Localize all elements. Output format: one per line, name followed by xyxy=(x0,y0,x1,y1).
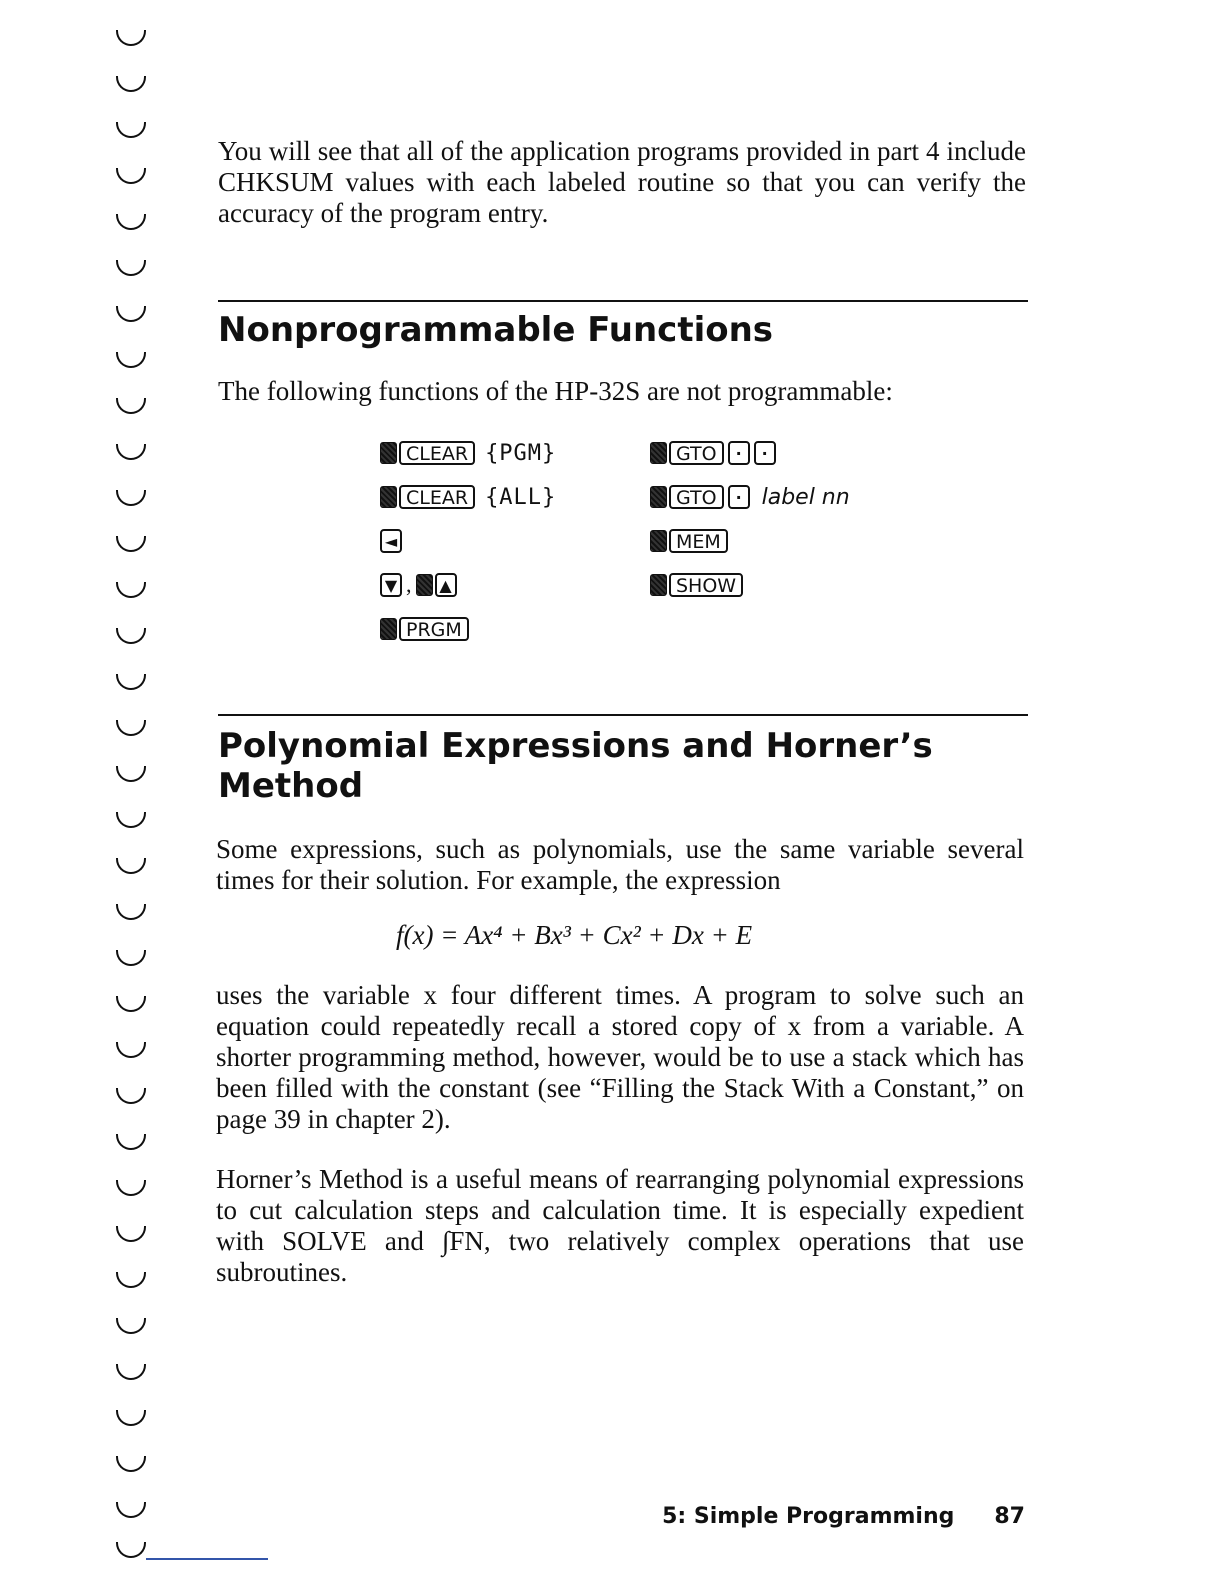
key-sequence-clear-all xyxy=(380,480,556,514)
down-arrow-key-icon: ▼ xyxy=(380,573,402,597)
intro-paragraph: You will see that all of the application programs provided in part 4 include CHKSUM values with each labeled routine so that you can verify the accuracy of the program entry. xyxy=(218,136,1026,228)
binding-ring-icon xyxy=(116,1318,146,1334)
dot-key-icon: · xyxy=(728,441,750,465)
backspace-key-icon: ◄ xyxy=(380,529,402,553)
key-sequence-backspace xyxy=(380,524,406,558)
binding-ring-icon xyxy=(116,812,146,828)
gto-key: GTO xyxy=(669,485,724,509)
footer-chapter: 5: Simple Programming xyxy=(662,1504,955,1529)
binding-ring-icon xyxy=(116,1502,146,1518)
shift-key-icon xyxy=(650,486,667,508)
polynomial-paragraph-2: uses the variable x four different times. A program to solve such an equation could repeatedly recall a stored copy of x from a variable. A shorter programming method, however, would be to use a stack which has been filled with the constant (see “Filling the Stack With a Constant,” on page 39 in chapter 2). xyxy=(216,980,1024,1134)
gto-key: GTO xyxy=(669,441,724,465)
binding-ring-icon xyxy=(116,76,146,92)
binding-ring-icon xyxy=(116,1180,146,1196)
scan-edge-line xyxy=(146,1558,268,1560)
section-divider xyxy=(218,714,1028,716)
binding-ring-icon xyxy=(116,628,146,644)
shift-key-icon xyxy=(650,574,667,596)
binding-ring-icon xyxy=(116,1456,146,1472)
polynomial-heading-line2: Method xyxy=(218,766,364,806)
clear-key: CLEAR xyxy=(399,441,475,465)
binding-ring-icon xyxy=(116,168,146,184)
all-menu-label: {ALL} xyxy=(485,484,557,510)
mem-key: MEM xyxy=(669,529,728,553)
binding-ring-icon xyxy=(116,352,146,368)
dot-key-icon: · xyxy=(728,485,750,509)
dot-key-icon: · xyxy=(754,441,776,465)
binding-ring-icon xyxy=(116,1134,146,1150)
shift-key-icon xyxy=(650,530,667,552)
label-nn-text: label nn xyxy=(761,484,850,510)
binding-ring-icon xyxy=(116,306,146,322)
binding-ring-icon xyxy=(116,674,146,690)
binding-ring-icon xyxy=(116,582,146,598)
key-sequence-prgm xyxy=(380,612,473,646)
binding-ring-icon xyxy=(116,1542,146,1558)
binding-ring-icon xyxy=(116,1088,146,1104)
binding-ring-icon xyxy=(116,858,146,874)
key-sequence-gto-dot-dot xyxy=(650,436,780,470)
up-arrow-key-icon: ▲ xyxy=(435,573,457,597)
spiral-binding xyxy=(104,18,154,1568)
binding-ring-icon xyxy=(116,950,146,966)
binding-ring-icon xyxy=(116,720,146,736)
binding-ring-icon xyxy=(116,1042,146,1058)
binding-ring-icon xyxy=(116,904,146,920)
polynomial-equation: f(x) = Ax⁴ + Bx³ + Cx² + Dx + E xyxy=(396,920,753,950)
key-sequence-arrows xyxy=(380,568,461,602)
binding-ring-icon xyxy=(116,1272,146,1288)
show-key: SHOW xyxy=(669,573,743,597)
prgm-key: PRGM xyxy=(399,617,469,641)
binding-ring-icon xyxy=(116,766,146,782)
clear-key: CLEAR xyxy=(399,485,475,509)
binding-ring-icon xyxy=(116,1410,146,1426)
binding-ring-icon xyxy=(116,1364,146,1380)
binding-ring-icon xyxy=(116,1226,146,1242)
binding-ring-icon xyxy=(116,398,146,414)
page-number: 87 xyxy=(994,1504,1025,1529)
shift-key-icon xyxy=(380,442,397,464)
binding-ring-icon xyxy=(116,536,146,552)
page-footer xyxy=(600,1504,1025,1529)
key-sequence-clear-pgm xyxy=(380,436,556,470)
nonprogrammable-lead: The following functions of the HP-32S are not programmable: xyxy=(218,376,893,406)
binding-ring-icon xyxy=(116,30,146,46)
binding-ring-icon xyxy=(116,122,146,138)
shift-key-icon xyxy=(380,618,397,640)
binding-ring-icon xyxy=(116,214,146,230)
pgm-menu-label: {PGM} xyxy=(485,440,557,466)
shift-key-icon xyxy=(416,574,433,596)
section-divider xyxy=(218,300,1028,302)
nonprogrammable-heading: Nonprogrammable Functions xyxy=(218,310,774,350)
horner-paragraph: Horner’s Method is a useful means of rearranging polynomial expressions to cut calculation steps and calculation time. It is especially expedient with SOLVE and ∫FN, two relatively complex operations that use subroutines. xyxy=(216,1164,1024,1287)
binding-ring-icon xyxy=(116,996,146,1012)
key-sequence-show xyxy=(650,568,747,602)
shift-key-icon xyxy=(650,442,667,464)
polynomial-heading-line1: Polynomial Expressions and Horner’s xyxy=(218,726,933,766)
binding-ring-icon xyxy=(116,444,146,460)
polynomial-heading xyxy=(218,726,1028,806)
polynomial-paragraph-1: Some expressions, such as polynomials, use the same variable several times for their solution. For example, the expression xyxy=(216,834,1024,895)
key-sequence-gto-label xyxy=(650,480,850,514)
binding-ring-icon xyxy=(116,260,146,276)
key-sequence-mem xyxy=(650,524,732,558)
shift-key-icon xyxy=(380,486,397,508)
comma-separator: , xyxy=(406,572,412,597)
binding-ring-icon xyxy=(116,490,146,506)
